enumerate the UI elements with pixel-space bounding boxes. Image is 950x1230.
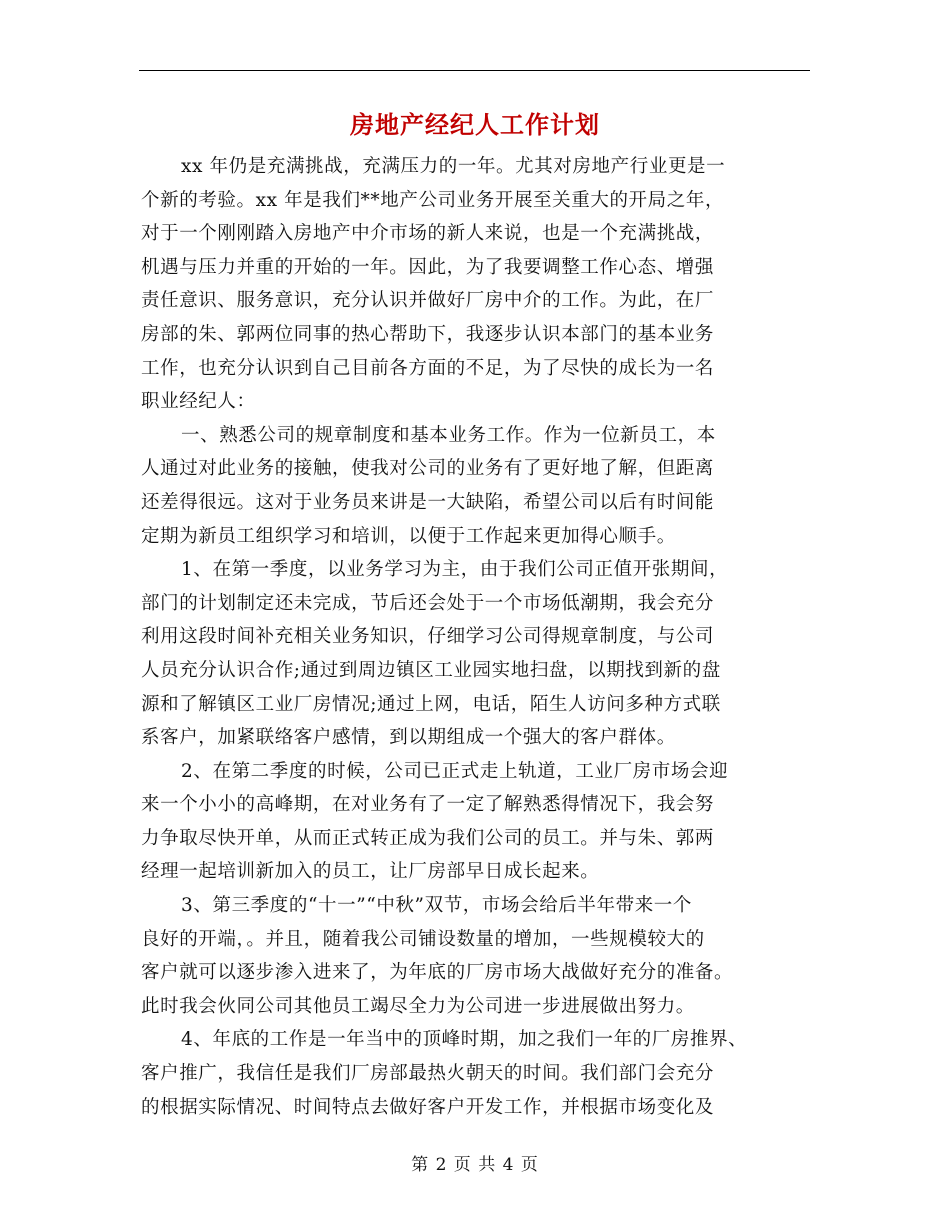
paragraph-quarter-2 [141, 755, 811, 889]
text-line: 客户就可以逐步渗入进来了，为年底的厂房市场大战做好充分的准备。 [141, 962, 734, 984]
text-line: 客户推广，我信任是我们厂房部最热火朝天的时间。我们部门会充分 [141, 1063, 715, 1085]
text-line: 3、第三季度的“十一”“中秋”双节，市场会给后半年带来一个 [181, 895, 693, 917]
text-line: 良好的开端，。并且，随着我公司铺设数量的增加，一些规模较大的 [141, 928, 705, 950]
text-line: 还差得很远。这对于业务员来讲是一大缺陷，希望公司以后有时间能 [141, 491, 715, 513]
text-line: xx 年仍是充满挑战，充满压力的一年。尤其对房地产行业更是一 [181, 156, 726, 177]
text-line: 经理一起培训新加入的员工，让厂房部早日成长起来。 [141, 861, 600, 883]
document-title: 房地产经纪人工作计划 [350, 110, 600, 139]
paragraph-quarter-4 [141, 1023, 811, 1124]
paragraph-quarter-3 [141, 889, 811, 1023]
text-line: 一、熟悉公司的规章制度和基本业务工作。作为一位新员工，本 [181, 424, 716, 446]
text-line: 源和了解镇区工业厂房情况;通过上网，电话，陌生人访问多种方式联 [141, 693, 721, 715]
text-line: 的根据实际情况、时间特点去做好客户开发工作，并根据市场变化及 [141, 1096, 715, 1118]
document-body [141, 150, 811, 1124]
text-line: 利用这段时间补充相关业务知识，仔细学习公司得规章制度，与公司 [141, 626, 715, 648]
text-line: 来一个小小的高峰期，在对业务有了一定了解熟悉得情况下，我会努 [141, 794, 715, 816]
text-line: 对于一个刚刚踏入房地产中介市场的新人来说，也是一个充满挑战， [141, 223, 715, 245]
paragraph-intro [141, 150, 811, 419]
text-line: 部门的计划制定还未完成，节后还会处于一个市场低潮期，我会充分 [141, 592, 715, 614]
text-line: 2、在第二季度的时候，公司已正式走上轨道，工业厂房市场会迎 [181, 760, 729, 782]
text-line: 系客户，加紧联络客户感情，到以期组成一个强大的客户群体。 [141, 727, 676, 749]
text-line: 人通过对此业务的接触，使我对公司的业务有了更好地了解，但距离 [141, 458, 715, 480]
text-line: 工作，也充分认识到自己目前各方面的不足，为了尽快的成长为一名 [141, 357, 715, 379]
text-line: 定期为新员工组织学习和培训，以便于工作起来更加得心顺手。 [141, 525, 676, 547]
text-line: 责任意识、服务意识，充分认识并做好厂房中介的工作。为此，在厂 [141, 290, 715, 312]
text-line: 1、在第一季度，以业务学习为主，由于我们公司正值开张期间， [181, 559, 729, 581]
text-line: 人员充分认识合作;通过到周边镇区工业园实地扫盘，以期找到新的盘 [141, 659, 721, 681]
text-line: 职业经纪人： [141, 391, 256, 413]
text-line: 力争取尽快开单，从而正式转正成为我们公司的员工。并与朱、郭两 [141, 827, 715, 849]
header-rule [139, 70, 810, 71]
text-line: 个新的考验。xx 年是我们**地产公司业务开展至关重大的开局之年， [141, 189, 725, 211]
text-line: 此时我会伙同公司其他员工竭尽全力为公司进一步进展做出努力。 [141, 995, 695, 1017]
paragraph-quarter-1 [141, 553, 811, 755]
paragraph-section-1 [141, 419, 811, 553]
text-line: 4、年底的工作是一年当中的顶峰时期，加之我们一年的厂房推界、 [181, 1029, 748, 1051]
page-number-footer: 第 2 页 共 4 页 [411, 1155, 539, 1175]
text-line: 机遇与压力并重的开始的一年。因此，为了我要调整工作心态、增强 [141, 256, 715, 278]
text-line: 房部的朱、郭两位同事的热心帮助下，我逐步认识本部门的基本业务 [141, 323, 715, 345]
